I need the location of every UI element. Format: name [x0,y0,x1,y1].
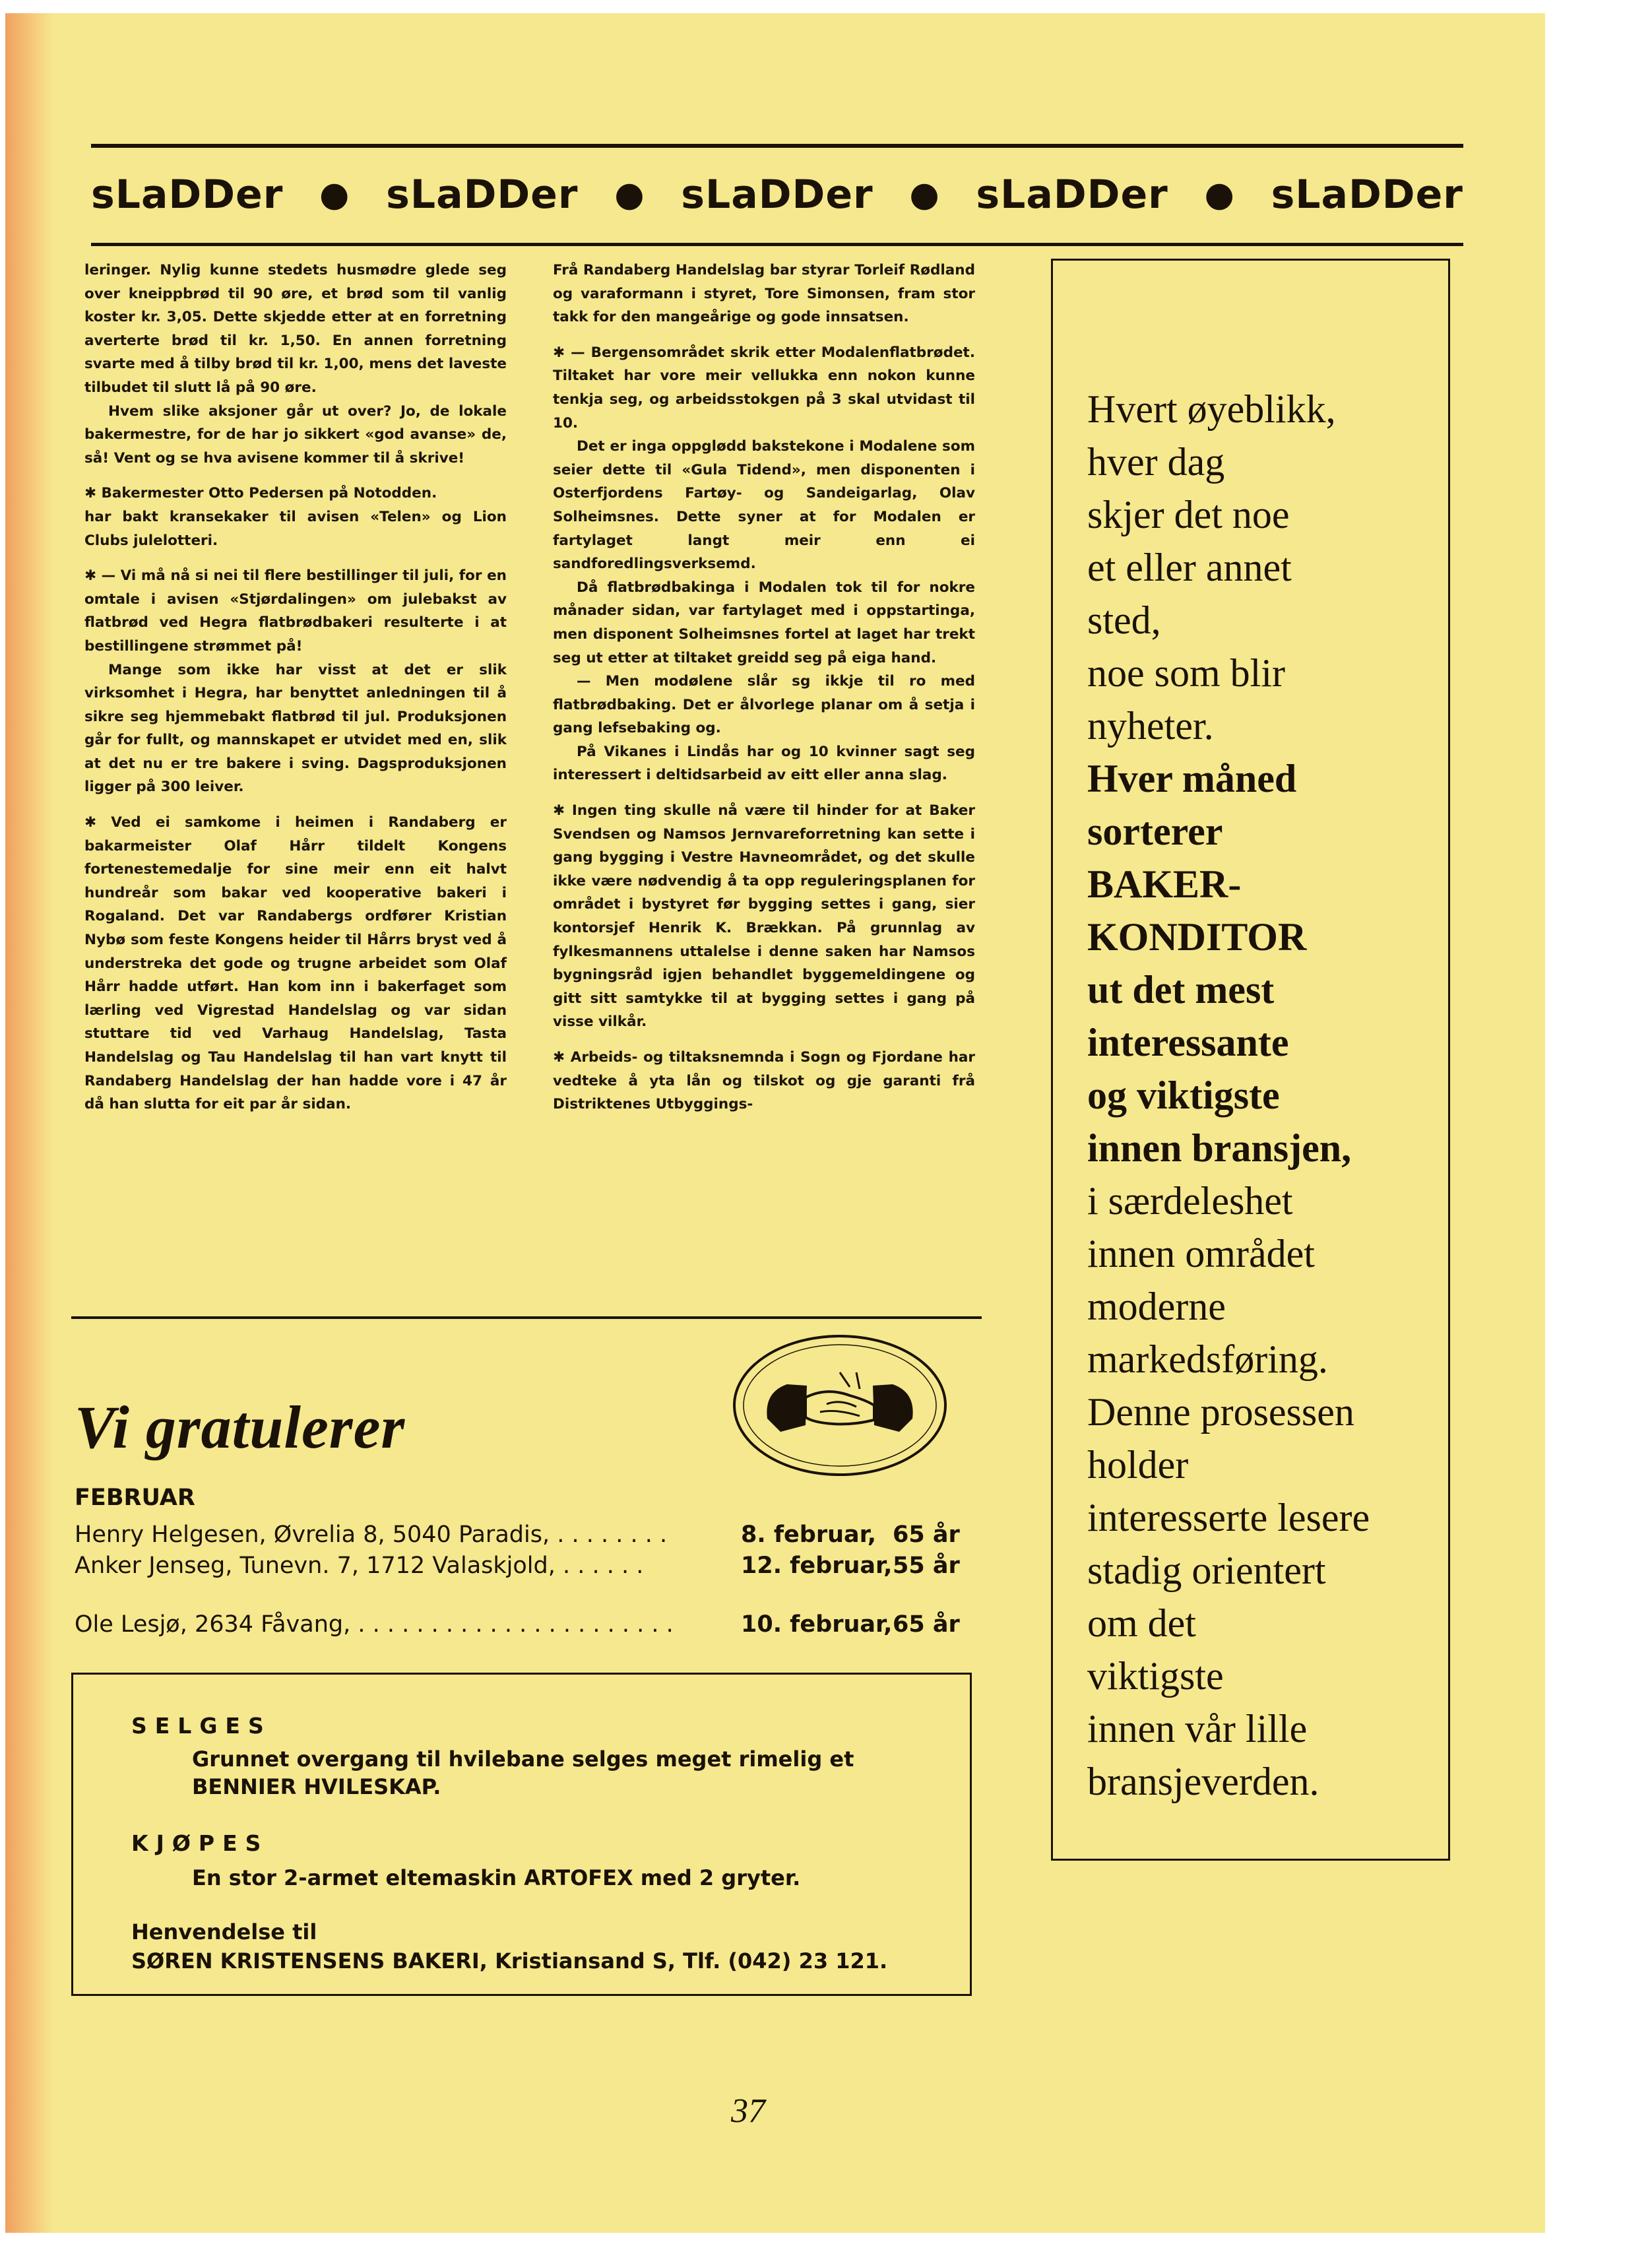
promo-line: markedsføring. [1087,1337,1328,1381]
congrats-title: Vi gratulerer [75,1394,406,1461]
sell-text-line: BENNIER HVILESKAP. [192,1774,441,1799]
header-rule-bottom [91,243,1463,246]
paragraph: Mange som ikke har visst at det er slik virksomhet i Hegra, har benyttet anledningen til å sikre seg hjemmebakt flatbrød til jul. Produksjonen går for fullt, og mannskapet er utvidet med en, slik at det nu er tre bakere i sving. Dagsproduksjonen ligger på 300 leiver. [84,661,507,796]
promo-line: Hver måned [1087,757,1297,800]
news-item-heading: ✱ Bakermester Otto Pedersen på Notodden. [84,485,437,502]
buy-text: En stor 2-armet eltemaskin ARTOFEX med 2 gryter. [192,1865,801,1890]
congrats-rule [71,1316,982,1319]
congrats-month: FEBRUAR [75,1485,195,1511]
paragraph: På Vikanes i Lindås har og 10 kvinner sagt seg interessert i deltidsarbeid av eitt eller anna slag. [553,743,975,784]
promo-line: hver dag [1087,440,1225,484]
birthday-age: 65 år [893,1611,960,1638]
promo-line: moderne [1087,1285,1226,1328]
banner-word: sLaDDer [681,172,874,218]
promo-line: nyheter. [1087,704,1214,748]
birthday-row [75,1553,972,1582]
birthday-age: 65 år [893,1522,960,1548]
banner-word: sLaDDer [91,172,284,218]
promo-line: innen bransjen, [1087,1126,1352,1170]
contact-info: SØREN KRISTENSENS BAKERI, Kristiansand S, Tlf. (042) 23 121. [131,1948,888,1973]
promo-box-text [1087,383,1457,1808]
middle-article-column [553,259,975,1128]
promo-line: et eller annet [1087,546,1292,589]
paragraph: Då flatbrødbakinga i Modalen tok til for nokre månader sidan, var fartylaget med i oppstartinga, men disponent Solheimsnes fortel at laget har trekt seg ut etter at tiltaket greidd seg på eiga hand. [553,579,975,666]
birthday-row [75,1522,972,1551]
birthday-age: 55 år [893,1553,960,1579]
paragraph: leringer. Nylig kunne stedets husmødre glede seg over kneippbrød til 90 øre, et brød som til vanlig koster kr. 3,05. Dette skjedde etter at en forretning averterte brød til kr. 1,50. En annen forretning svarte med å tilby brød til kr. 1,00, mens det laveste tilbudet til slutt lå på 90 øre. [84,262,507,396]
promo-line: ut det mest [1087,968,1275,1011]
news-item: ✱ — Bergensområdet skrik etter Modalenflatbrødet. Tiltaket har vore meir vellukka enn nokon kunne tenkja seg, og arbeidsstokgen på 3 skal utvidast til 10. [553,344,975,432]
banner-word: sLaDDer [1271,172,1463,218]
promo-line: BAKER- [1087,862,1242,906]
birthday-row [75,1611,972,1640]
birthday-name: Henry Helgesen, Øvrelia 8, 5040 Paradis, . . . . . . . . [75,1522,668,1548]
promo-line: Hvert øyeblikk, [1087,387,1336,431]
news-item: ✱ Ved ei samkome i heimen i Randaberg er bakarmeister Olaf Hårr tildelt Kongens fortenestemedalje for sine meir enn eit halvt hundreår som bakar ved kooperative bakeri i Rogaland. Det var Randabergs ordfører Kristian Nybø som feste Kongens heider til Hårrs bryst ved å understreka det gode og trugne arbeidet som Olaf Hårr hadde utført. Han kom inn i bakerfaget som lærling ved Vigrestad Handelslag og var sidan stuttare tid ved Varhaug Handelslag, Tasta Handelslag og Tau Handelslag til han vart knytt til Randaberg Handelslag der han hadde vore i 47 år då han slutta for eit par år sidan. [84,814,507,1113]
contact-label: Henvendelse til [131,1919,317,1944]
buy-heading: KJØPES [131,1830,269,1856]
banner-separator: ● [1204,175,1235,214]
promo-line: noe som blir [1087,651,1285,695]
banner-word: sLaDDer [386,172,579,218]
birthday-date: 8. februar, [741,1522,877,1548]
promo-line: innen vår lille [1087,1707,1308,1750]
promo-line: KONDITOR [1087,915,1307,959]
page-edge-shadow [5,13,53,2233]
promo-line: viktigste [1087,1654,1224,1698]
classified-ad-box [71,1673,972,1996]
paragraph: Hvem slike aksjoner går ut over? Jo, de lokale bakermestre, for de har jo sikkert «god avanse» de, så! Vent og se hva avisene kommer til å skrive! [84,402,507,466]
promo-line: om det [1087,1601,1196,1645]
news-item: ✱ — Vi må nå si nei til flere bestillinger til juli, for en omtale i avisen «Stjørdalingen» om julebakst av flatbrød ved Hegra flatbrødbakeri resulterte i at bestillingene strømmet på! [84,567,507,655]
promo-line: og viktigste [1087,1074,1280,1117]
sell-text-line: Grunnet overgang til hvilebane selges meget rimelig et [192,1747,854,1772]
handshake-emblem-icon [728,1326,952,1485]
header-rule-top [91,144,1463,148]
paragraph: Det er inga oppglødd bakstekone i Modalene som seier dette til «Gula Tidend», men disponenten i Osterfjordens Fartøy- og Sandeigarlag, Olav Solheimsnes. Dette syner at for Modalen er fartylaget langt meir enn ei sandforedlingsverksemd. [553,438,975,573]
magazine-page [5,13,1545,2233]
page-number: 37 [731,2092,765,2130]
left-article-column [84,259,507,1128]
birthday-name: Anker Jenseg, Tunevn. 7, 1712 Valaskjold, . . . . . . [75,1553,644,1579]
header-banner [91,152,1463,238]
promo-line: interessante [1087,1021,1289,1064]
banner-word: sLaDDer [976,172,1168,218]
promo-line: bransjeverden. [1087,1760,1319,1803]
banner-separator: ● [909,175,940,214]
birthday-date: 12. februar, [741,1553,893,1579]
promo-line: innen området [1087,1232,1315,1275]
paragraph: har bakt kransekaker til avisen «Telen» og Lion Clubs julelotteri. [84,508,507,549]
promo-line: sorterer [1087,810,1223,853]
promo-line: sted, [1087,598,1161,642]
news-item: ✱ Ingen ting skulle nå være til hinder for at Baker Svendsen og Namsos Jernvareforretning kan sette i gang bygging i Vestre Havneområdet, og det skulle ikke være nødvendig å ta opp reguleringsplanen for området i bystyret før bygging settes i gang, sier kontorsjef Henrik K. Brækkan. På grunnlag av fylkesmannens uttalelse i denne saken har Namsos bygningsråd igjen behandlet byggemeldingene og gitt sitt samtykke til at bygging settes i gang på visse vilkår. [553,802,975,1031]
sell-heading: SELGES [131,1713,272,1739]
promo-line: skjer det noe [1087,493,1290,536]
news-item: ✱ Arbeids- og tiltaksnemnda i Sogn og Fjordane har vedteke å yta lån og tilskot og gje garanti frå Distriktenes Utbyggings- [553,1049,975,1113]
promo-line: stadig orientert [1087,1549,1326,1592]
promo-line: holder [1087,1443,1189,1487]
banner-separator: ● [614,175,645,214]
birthday-name: Ole Lesjø, 2634 Fåvang, . . . . . . . . . . . . . . . . . . . . . . [75,1611,674,1638]
birthday-date: 10. februar, [741,1611,893,1638]
banner-separator: ● [319,175,350,214]
promo-line: interesserte lesere [1087,1496,1370,1539]
promo-line: i særdeleshet [1087,1179,1293,1223]
paragraph: Frå Randaberg Handelslag bar styrar Torleif Rødland og varaformann i styret, Tore Simonsen, fram stor takk for den mangeårige og gode innsatsen. [553,262,975,326]
promo-line: Denne prosessen [1087,1390,1354,1434]
paragraph: — Men modølene slår sg ikkje til ro med flatbrødbaking. Det er ålvorlege planar om å setja i gang lefsebaking og. [553,673,975,737]
